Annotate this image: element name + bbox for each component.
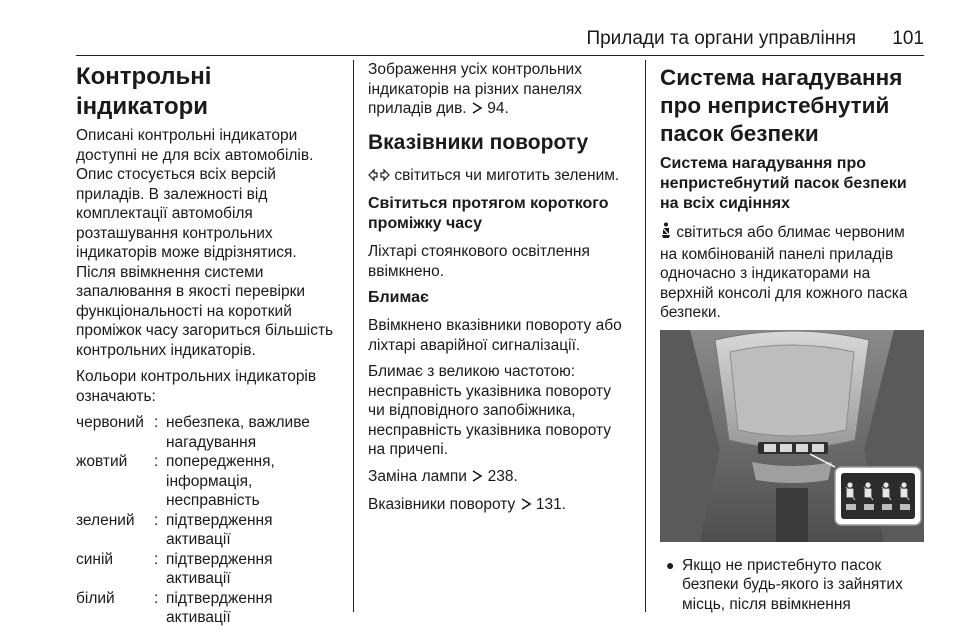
column-turn-signals [368,60,630,524]
color-separator: : [154,453,159,470]
color-term: білий [76,589,115,607]
color-term: червоний [76,414,144,431]
color-row [76,511,338,550]
intro-page-ref[interactable]: 94. [487,100,509,117]
bullet-icon: ● [666,556,675,573]
paragraph-description: Описані контрольні індикатори доступні не для всіх автомобілів. Опис стосується всіх версій приладів. В залежності від комплектації автомобіля розташування контрольних індикаторів може відрізнятися. Після ввімкнення системи запалювання в якості перевірки функціональності на короткий проміжок часу загориться більшість контрольних індикаторів. [76,127,334,359]
color-row [76,550,338,589]
color-meaning: підтвердження активації [166,511,273,548]
column-divider [645,60,646,612]
page-header [76,26,924,56]
paragraph-seatbelt [660,222,924,323]
turn-state-text: світиться чи миготить зеленим. [394,166,620,184]
paragraph-parking-lights: Ліхтарі стоянкового освітлення ввімкнено. [368,243,590,280]
overhead-console-photo [660,330,924,542]
heading-indicators: Контрольні індикатори [76,63,212,120]
color-meaning: підтвердження активації [166,589,273,626]
paragraph-lamp-replacement [368,467,630,489]
column-divider [353,60,354,612]
seatbelt-text: світиться або блимає червоним на комбінованій панелі приладів одночасно з індикаторами на верхній консолі для кожного паска безпеки. [660,224,908,321]
color-separator: : [154,511,159,529]
color-separator: : [154,414,159,431]
turn-signal-icon [368,168,390,188]
heading-turn-signals: Вказівники повороту [368,130,589,154]
overhead-console-illustration [660,330,924,542]
turn-ref-text: Вказівники повороту [368,496,516,513]
color-meaning: попередження, інформація, несправність [166,453,275,509]
color-separator: : [154,589,159,607]
lamp-text: Заміна лампи [368,467,467,485]
column-indicators [76,60,338,628]
color-row [76,589,338,628]
lamp-page-ref[interactable]: 238. [487,467,518,485]
bullet-text: Якщо не пристебнуто пасок безпеки будь-якого із зайнятих місць, після ввімкнення [682,556,903,613]
paragraph-intro [368,60,630,121]
color-row [76,413,338,452]
color-term: жовтий [76,453,128,470]
seatbelt-icon [660,222,672,245]
turn-page-ref[interactable]: 131. [535,496,567,513]
intro-text: Зображення усіх контрольних індикаторів на різних панелях приладів див. [368,61,583,117]
color-term: синій [76,550,114,568]
color-row [76,452,338,511]
paragraph-turn-ref [368,495,630,517]
reference-arrow-icon [471,469,483,489]
paragraph-fast-flashing: Блимає з великою частотою: несправність указівника повороту чи відповідного запобіжника, несправність указівника повороту на причепі. [368,363,612,458]
column-seatbelt [660,60,924,614]
color-meaning: небезпека, важливе нагадування [166,414,310,451]
color-meaning: підтвердження активації [166,550,273,587]
subheading-flashing: Блимає [368,289,429,306]
color-separator: : [154,550,159,568]
reference-arrow-icon [520,497,532,517]
paragraph-colors-intro: Кольори контрольних індикаторів означають: [76,368,317,405]
color-term: зелений [76,511,135,529]
paragraph-flashing-on: Ввімкнено вказівники повороту або ліхтарі аварійної сигналізації. [368,317,622,354]
color-definition-table [76,413,338,628]
section-title: Прилади та органи управління [586,28,856,49]
reference-arrow-icon [471,101,483,121]
subheading-short-light: Світиться протягом короткого проміжку часу [368,195,609,232]
paragraph-turn-state [368,166,630,188]
heading-seatbelt-reminder: Система нагадування про непристебнутий пасок безпеки [660,65,903,146]
page-number: 101 [892,28,924,49]
subheading-all-seats: Система нагадування про непристебнутий пасок безпеки на всіх сидіннях [660,155,907,212]
bullet-item [660,556,924,615]
